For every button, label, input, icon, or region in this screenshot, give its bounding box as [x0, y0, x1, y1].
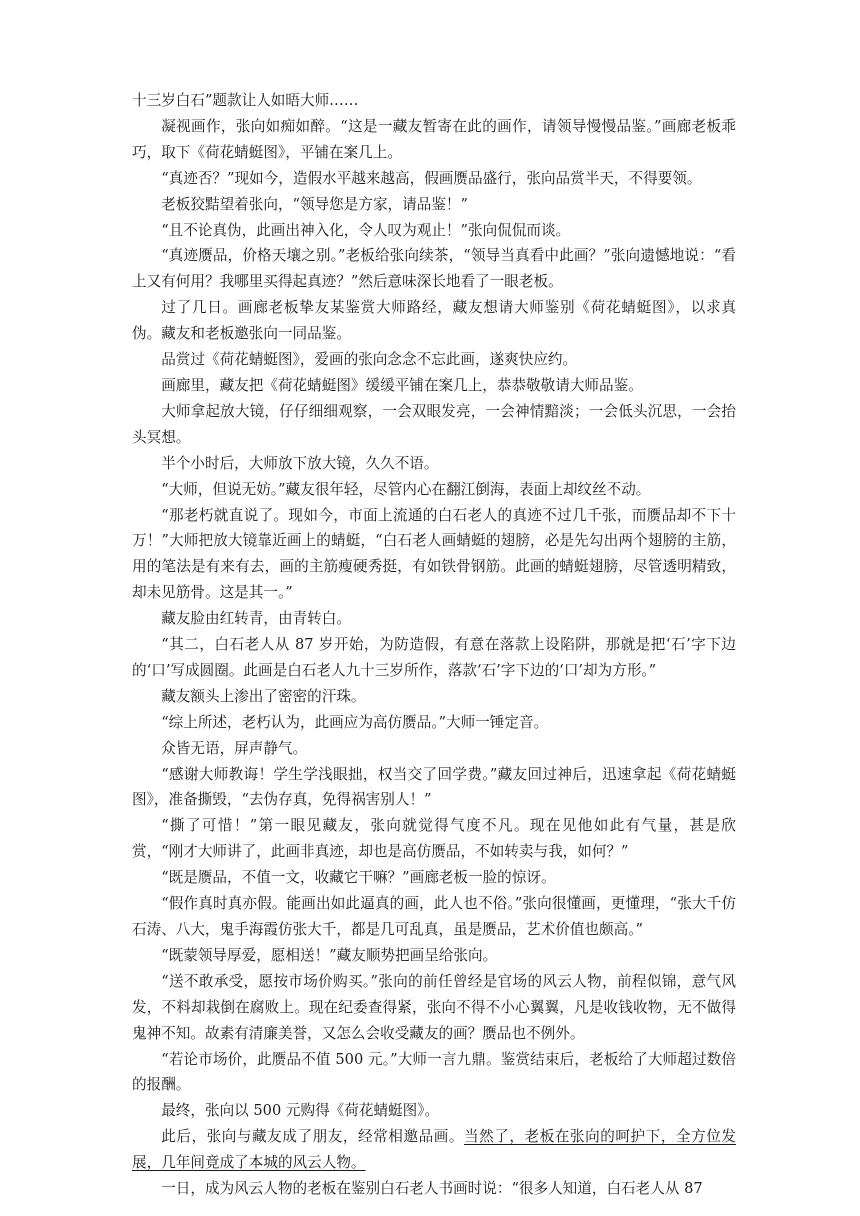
paragraph-text: “既蒙领导厚爱，愿相送！”藏友顺势把画呈给张向。 [161, 946, 498, 964]
paragraph-text: “且不论真伪，此画出神入化，令人叹为观止！”张向侃侃而谈。 [161, 221, 571, 239]
paragraph [132, 192, 736, 218]
paragraph-text: 老板狡黠望着张向，“领导您是方家，请品鉴！” [161, 195, 468, 213]
paragraph-text: 过了几日。画廊老板挚友某鉴赏大师路经，藏友想请大师鉴别《荷花蜻蜓图》，以求真伪。藏友和老板邀张向一同品鉴。 [132, 299, 736, 343]
paragraph [132, 243, 736, 295]
paragraph-text: 一日，成为风云人物的老板在鉴别白石老人书画时说：“很多人知道，白石老人从 87 [161, 1180, 703, 1198]
paragraph [132, 166, 736, 192]
paragraph [132, 606, 736, 632]
paragraph-text: “真迹赝品，价格天壤之别。”老板给张向续茶，“领导当真看中此画？”张向遗憾地说：“看上又有何用？我哪里买得起真迹？”然后意味深长地看了一眼老板。 [132, 247, 736, 291]
document-page [132, 88, 736, 1202]
paragraph [132, 503, 736, 607]
paragraph [132, 710, 736, 736]
paragraph-text: 藏友额头上渗出了密密的汗珠。 [161, 687, 366, 705]
paragraph-text: 十三岁白石”题款让人如晤大师…… [132, 92, 359, 109]
paragraph [132, 373, 736, 399]
paragraph-text: 最终，张向以 500 元购得《荷花蜻蜓图》。 [161, 1102, 440, 1120]
paragraph-text: “其二，白石老人从 87 岁开始，为防造假，有意在落款上设陷阱，那就是把‘石’字下边的‘口’写成圆圈。此画是白石老人九十三岁所作，落款‘石’字下边的‘口’却为方形。” [132, 636, 736, 679]
paragraph-text: 藏友脸由红转青，由青转白。 [161, 610, 351, 628]
paragraph [132, 632, 736, 684]
paragraph [132, 1098, 736, 1124]
paragraph-text: “撕了可惜！”第一眼见藏友，张向就觉得气度不凡。现在见他如此有气量，甚是欣赏，“刚才大师讲了，此画非真迹，却也是高仿赝品，不如转卖与我，如何？” [132, 817, 736, 861]
paragraph-text: 半个小时后，大师放下放大镜，久久不语。 [161, 454, 439, 472]
paragraph [132, 891, 736, 943]
paragraph [132, 1124, 736, 1176]
paragraph [132, 477, 736, 503]
paragraph-text: “若论市场价，此赝品不值 500 元。”大师一言九鼎。鉴赏结束后，老板给了大师超过数倍的报酬。 [132, 1050, 736, 1094]
paragraph-text: “那老朽就直说了。现如今，市面上流通的白石老人的真迹不过几千张，而赝品却不下十万！”大师把放大镜靠近画上的蜻蜓，“白石老人画蜻蜓的翅膀，必是先勾出两个翅膀的主筋，用的笔法是有来有去，画的主筋瘦硬秀挺，有如铁骨钢筋。此画的蜻蜓翅膀，尽管透明精致，却未见筋骨。这是其一。” [132, 506, 736, 602]
paragraph [132, 1176, 736, 1202]
paragraph-text: “感谢大师教诲！学生学浅眼拙，权当交了回学费。”藏友回过神后，迅速拿起《荷花蜻蜓图》，准备撕毁，“去伪存真，免得祸害别人！” [132, 765, 736, 809]
paragraph-text: 众皆无语，屏声静气。 [161, 739, 308, 757]
paragraph-text: 此后，张向与藏友成了朋友，经常相邀品画。 [161, 1128, 464, 1146]
paragraph-text: “大师，但说无妨。”藏友很年轻，尽管内心在翻江倒海，表面上却纹丝不动。 [161, 480, 651, 498]
paragraph [132, 114, 736, 166]
paragraph [132, 295, 736, 347]
paragraph [132, 943, 736, 969]
paragraph [132, 399, 736, 451]
underlined-sentence: 当然了，老板在张向的呵护下，全方位发展，几年间竟成了本城的风云人物。 [132, 1128, 736, 1172]
paragraph-text: 画廊里，藏友把《荷花蜻蜓图》缓缓平铺在案几上，恭恭敬敬请大师品鉴。 [161, 376, 643, 394]
paragraph [132, 762, 736, 814]
paragraph [132, 347, 736, 373]
paragraph [132, 218, 736, 244]
paragraph-text: 大师拿起放大镜，仔仔细细观察，一会双眼发亮，一会神情黯淡；一会低头沉思，一会抬头冥想。 [132, 402, 736, 446]
paragraph-text: “假作真时真亦假。能画出如此逼真的画，此人也不俗。”张向很懂画，更懂理，“张大千仿石涛、八大，鬼手海霞仿张大千，都是几可乱真，虽是赝品，艺术价值也颇高。” [132, 895, 736, 938]
paragraph [132, 813, 736, 865]
paragraph-text: “既是赝品，不值一文，收藏它干嘛？”画廊老板一脸的惊讶。 [161, 869, 556, 887]
paragraph [132, 451, 736, 477]
paragraph-text: “综上所述，老朽认为，此画应为高仿赝品。”大师一锤定音。 [161, 713, 549, 731]
paragraph [132, 1047, 736, 1099]
paragraph [132, 969, 736, 1047]
paragraph-text: 品赏过《荷花蜻蜓图》，爱画的张向念念不忘此画，遂爽快应约。 [161, 351, 578, 369]
paragraph-text: “送不敢承受，愿按市场价购买。”张向的前任曾经是官场的风云人物，前程似锦，意气风发，不料却栽倒在腐败上。现在纪委查得紧，张向不得不小心翼翼，凡是收钱收物，无不做得鬼神不知。故素有清廉美誉，又怎么会收受藏友的画？赝品也不例外。 [132, 972, 736, 1042]
paragraph-text: “真迹否？”现如今，造假水平越来越高，假画赝品盛行，张向品赏半天，不得要领。 [161, 169, 702, 187]
paragraph [132, 684, 736, 710]
paragraph [132, 865, 736, 891]
paragraph [132, 736, 736, 762]
paragraph [132, 88, 736, 114]
paragraph-text: 凝视画作，张向如痴如醉。“这是一藏友暂寄在此的画作，请领导慢慢品鉴。”画廊老板乖巧，取下《荷花蜻蜓图》，平铺在案几上。 [132, 117, 736, 161]
